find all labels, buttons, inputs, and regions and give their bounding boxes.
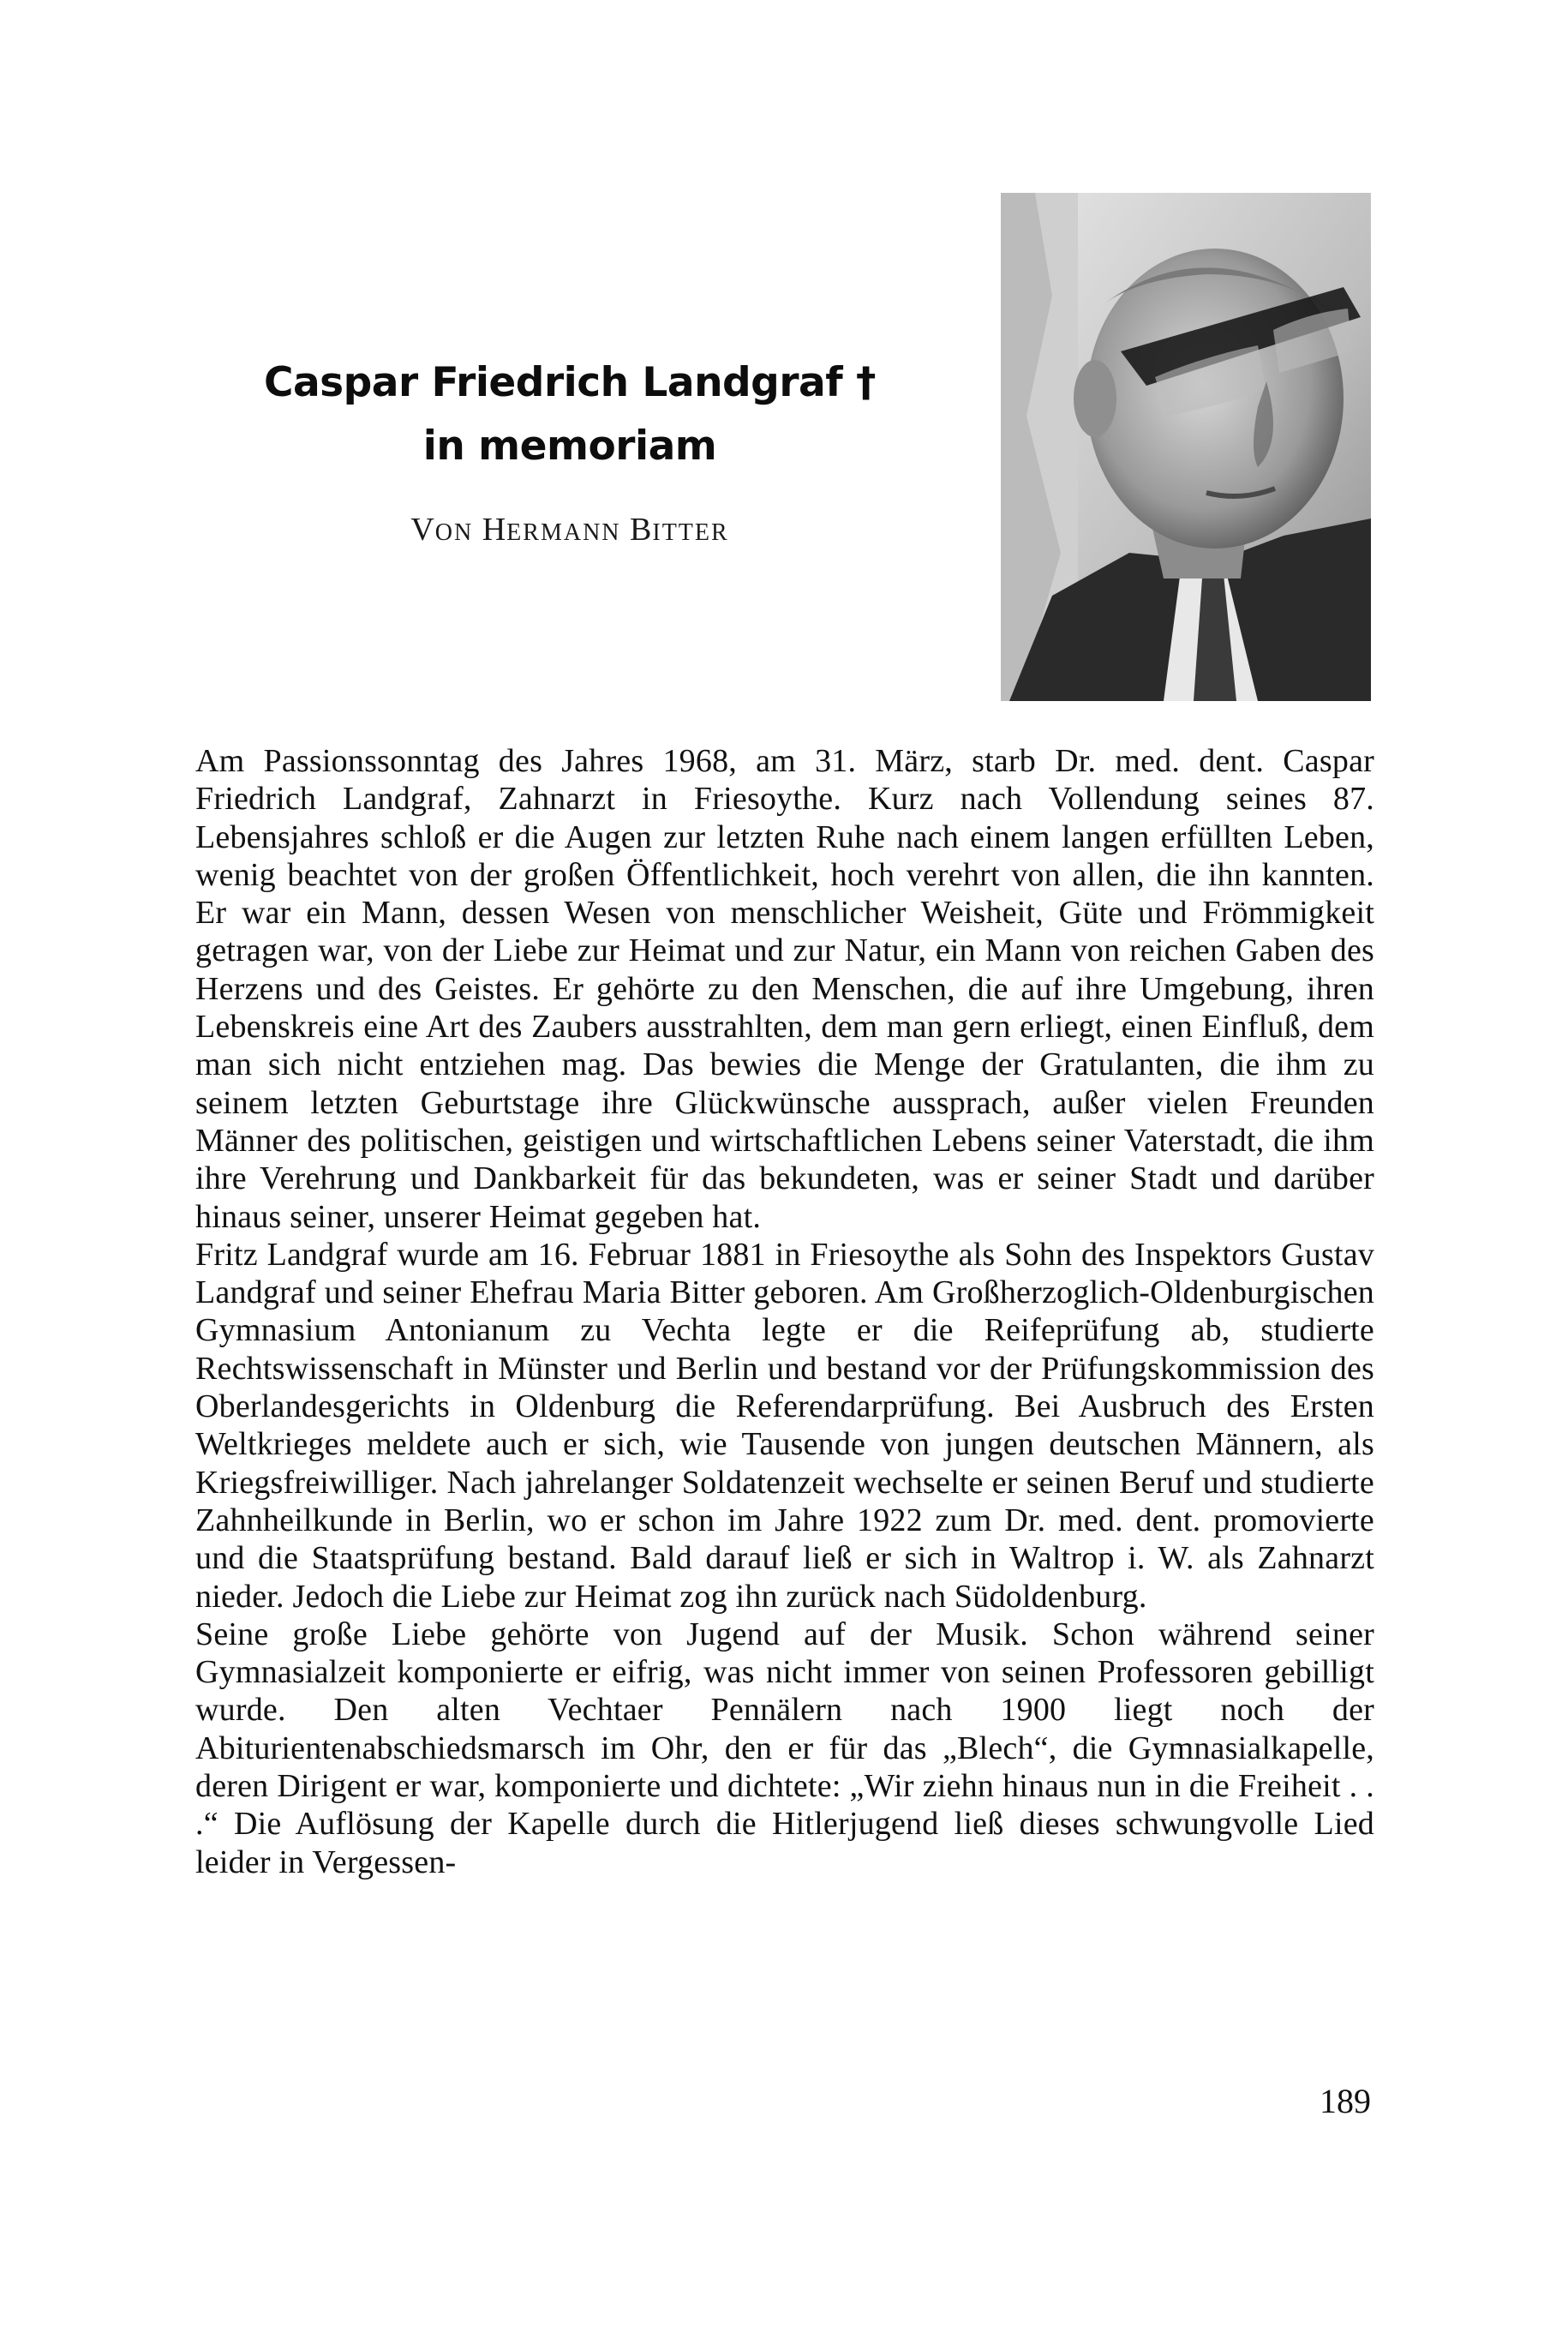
portrait-photo-icon [1001,193,1371,701]
portrait-photo [1001,193,1371,701]
title-line-1: Caspar Friedrich Landgraf † [263,359,877,406]
article-title [193,351,947,478]
byline-von-rest: ON [434,519,474,546]
byline-first-initial: H [482,512,507,548]
byline-last-rest: ITTER [652,519,729,546]
paragraph-1: Am Passionssonntag des Jahres 1968, am 31. März, starb Dr. med. dent. Caspar Friedrich Landgraf, Zahnarzt in Friesoythe. Kurz nach Vollendung seines 87. Lebensjahres schloß er die Augen zur letzten Ruhe nach einem langen erfüllten Leben, wenig beachtet von der großen Öffentlichkeit, hoch verehrt von allen, die ihn kannten. Er war ein Mann, dessen Wesen von menschlicher Weisheit, Güte und Frömmigkeit getragen war, von der Liebe zur Heimat und zur Natur, ein Mann von reichen Gaben des Herzens und des Geistes. Er gehörte zu den Menschen, die auf ihre Umgebung, ihren Lebenskreis eine Art des Zaubers ausstrahlten, dem man gern erliegt, einen Einfluß, dem man sich nicht entziehen mag. Das bewies die Menge der Gratulanten, die ihm zu seinem letzten Geburtstage ihre Glückwünsche aussprach, außer vielen Freunden Männer des politischen, geistigen und wirtschaftlichen Lebens seiner Vaterstadt, die ihm ihre Verehrung und Dankbarkeit für das bekundeten, was er seiner Stadt und darüber hinaus seiner, unserer Heimat gegeben hat. [195,743,1374,1235]
article-header [193,351,947,554]
page-number: 189 [1320,2082,1371,2120]
title-line-2: in memoriam [422,423,717,470]
byline-first-rest: ERMANN [506,519,621,546]
paragraph-2: Fritz Landgraf wurde am 16. Februar 1881 in Friesoythe als Sohn des Inspektors Gustav Landgraf und seiner Ehefrau Maria Bitter geboren. Am Großherzoglich-Oldenburgischen Gymnasium Antonianum zu Vechta legte er die Reifeprüfung ab, studierte Rechtswissenschaft in Münster und Berlin und bestand vor der Prüfungskommission des Oberlandesgerichts in Oldenburg die Referendarprüfung. Bei Ausbruch des Ersten Weltkrieges meldete auch er sich, wie Tausende von jungen deutschen Männern, als Kriegsfreiwilliger. Nach jahrelanger Soldatenzeit wechselte er seinen Beruf und studierte Zahnheilkunde in Berlin, wo er schon im Jahre 1922 zum Dr. med. dent. promovierte und die Staatsprüfung bestand. Bald darauf ließ er sich in Waltrop i. W. als Zahnarzt nieder. Jedoch die Liebe zur Heimat zog ihn zurück nach Südoldenburg. [195,1236,1374,1615]
article-body [195,742,1374,1881]
byline-von-initial: V [410,512,435,548]
author-byline [193,509,947,554]
paragraph-3: Seine große Liebe gehörte von Jugend auf der Musik. Schon während seiner Gymnasialzeit komponierte er eifrig, was nicht immer von seinen Professoren gebilligt wurde. Den alten Vechtaer Pennälern nach 1900 liegt noch der Abiturientenabschiedsmarsch im Ohr, den er für das „Blech“, die Gymnasialkapelle, deren Dirigent er war, komponierte und dichtete: „Wir ziehn hinaus nun in die Freiheit . . .“ Die Auflösung der Kapelle durch die Hitlerjugend ließ dieses schwungvolle Lied leider in Vergessen- [195,1616,1374,1880]
byline-last-initial: B [630,512,653,548]
